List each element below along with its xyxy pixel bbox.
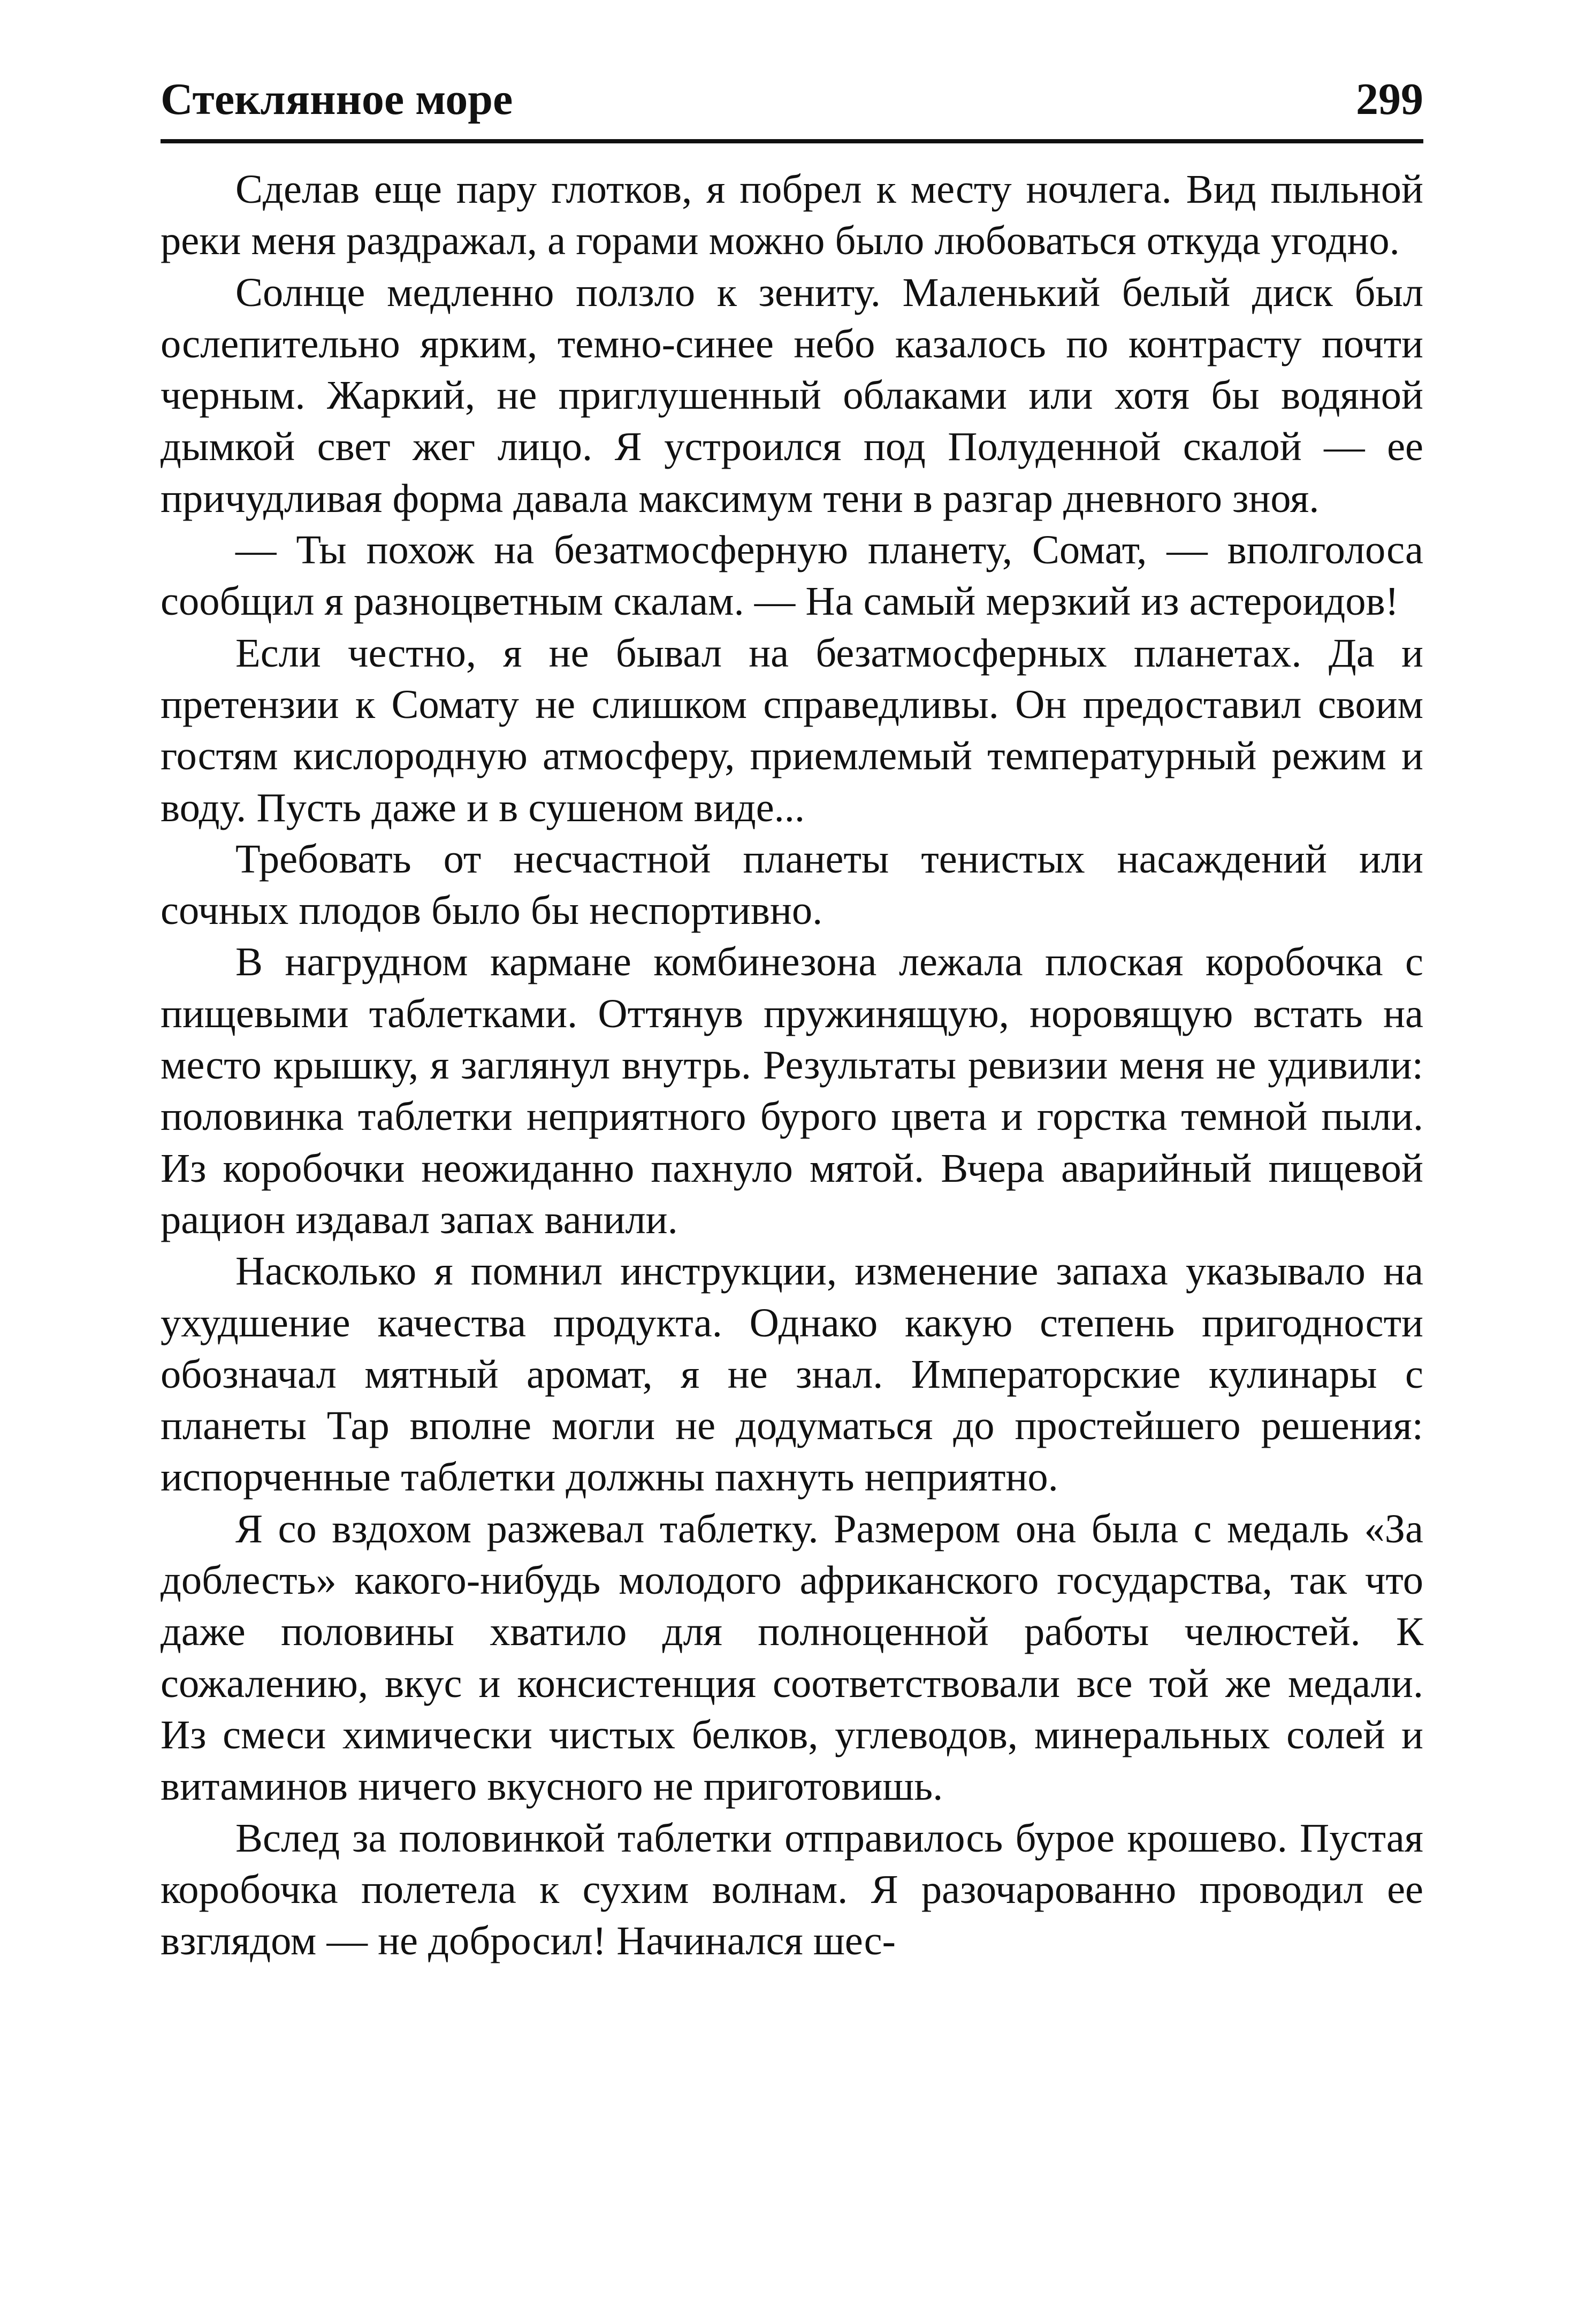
body-text	[161, 164, 1423, 1967]
paragraph: Солнце медленно ползло к зениту. Маленький белый диск был ослепительно ярким, темно-синее небо казалось по контрасту почти черным. Жаркий, не приглушенный облаками или хотя бы водяной дымкой свет жег лицо. Я устроился под Полуденной скалой — ее причудливая форма давала максимум тени в разгар дневного зноя.	[161, 269, 1423, 521]
paragraph: — Ты похож на безатмосферную планету, Сомат, — вполголоса сообщил я разноцветным скалам. — На самый мерзкий из астероидов!	[161, 527, 1423, 624]
book-page	[161, 59, 1423, 1967]
paragraph: Если честно, я не бывал на безатмосферных планетах. Да и претензии к Сомату не слишком справедливы. Он предоставил своим гостям кислородную атмосферу, приемлемый температурный режим и воду. Пусть даже и в сушеном виде...	[161, 630, 1423, 830]
paragraph: Сделав еще пару глотков, я побрел к месту ночлега. Вид пыльной реки меня раздражал, а горами можно было любоваться откуда угодно.	[161, 166, 1423, 264]
paragraph: Требовать от несчастной планеты тенистых насаждений или сочных плодов было бы неспортивно.	[161, 836, 1423, 934]
paragraph: Насколько я помнил инструкции, изменение запаха указывало на ухудшение качества продукта. Однако какую степень пригодности обозначал мятный аромат, я не знал. Императорские кулинары с планеты Тар вполне могли не додуматься до простейшего решения: испорченные таблетки должны пахнуть неприятно.	[161, 1248, 1423, 1500]
paragraph: Я со вздохом разжевал таблетку. Размером она была с медаль «За доблесть» какого-нибудь молодого африканского государства, так что даже половины хватило для полноценной работы челюстей. К сожалению, вкус и консистенция соответствовали все той же медали. Из смеси химически чистых белков, углеводов, минеральных солей и витаминов ничего вкусного не приготовишь.	[161, 1505, 1423, 1809]
paragraph: Вслед за половинкой таблетки отправилось бурое крошево. Пустая коробочка полетела к сухим волнам. Я разочарованно проводил ее взглядом — не добросил! Начинался шес-	[161, 1815, 1423, 1964]
running-head	[161, 59, 1423, 122]
paragraph: В нагрудном кармане комбинезона лежала плоская коробочка с пищевыми таблетками. Оттянув пружинящую, норовящую встать на место крышку, я заглянул внутрь. Результаты ревизии меня не удивили: половинка таблетки неприятного бурого цвета и горстка темной пыли. Из коробочки неожиданно пахнуло мятой. Вчера аварийный пищевой рацион издавал запах ванили.	[161, 939, 1423, 1242]
page-number: 299	[1356, 74, 1423, 124]
running-title: Стеклянное море	[161, 74, 513, 124]
header-rule	[161, 139, 1423, 143]
